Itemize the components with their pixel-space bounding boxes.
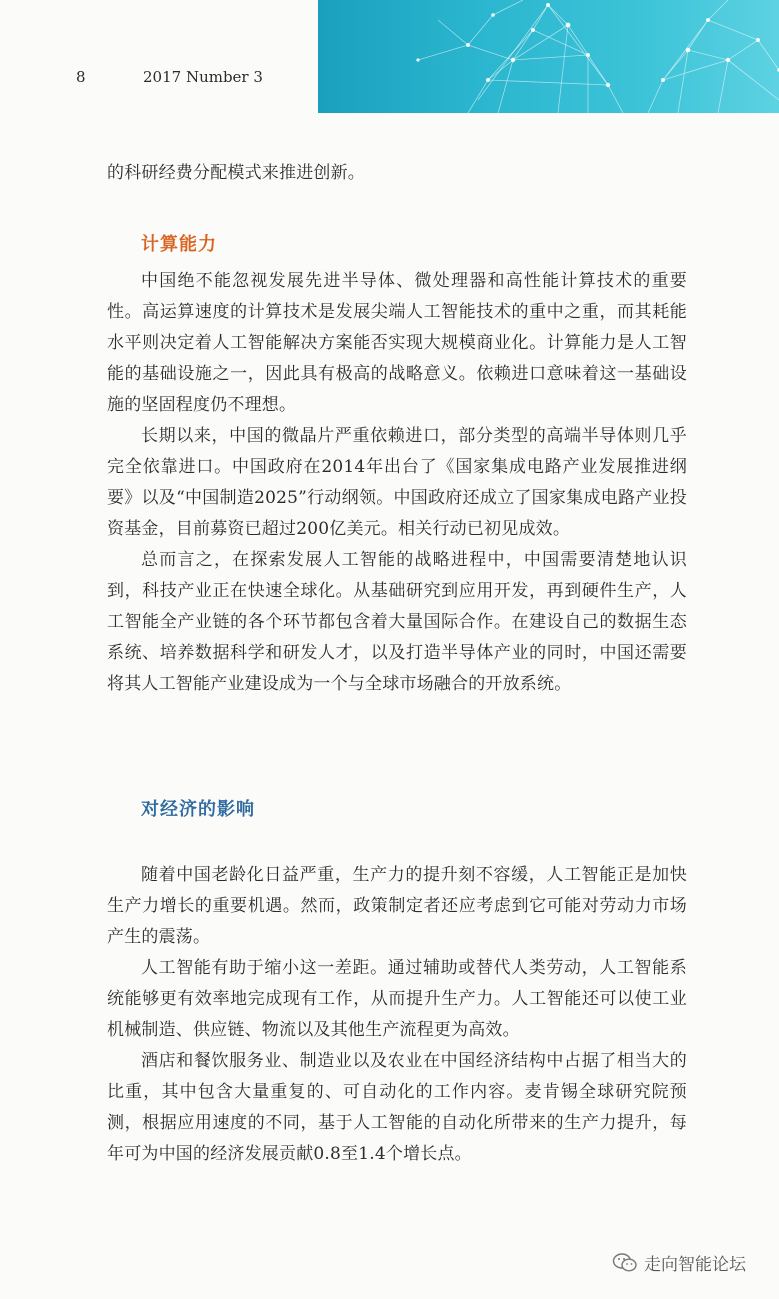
issue-label: 2017 Number 3 — [143, 68, 263, 86]
paragraph: 人工智能有助于缩小这一差距。通过辅助或替代人类劳动，人工智能系统能够更有效率地完成现有工作，从而提升生产力。人工智能还可以使工业机械制造、供应链、物流以及其他生产流程更为高效。 — [107, 958, 687, 1040]
section-body-computing — [107, 266, 687, 700]
section-body-economy — [107, 860, 687, 1170]
continued-paragraph — [107, 158, 687, 189]
paragraph: 酒店和餐饮服务业、制造业以及农业在中国经济结构中占据了相当大的比重，其中包含大量重复的、可自动化的工作内容。麦肯锡全球研究院预测，根据应用速度的不同，基于人工智能的自动化所带来的生产力提升，每年可为中国的经济发展贡献0.8至1.4个增长点。 — [107, 1051, 687, 1164]
section-heading-computing: 计算能力 — [141, 234, 217, 255]
page-number: 8 — [76, 68, 86, 86]
wechat-icon — [612, 1252, 638, 1274]
watermark-text: 走向智能论坛 — [644, 1255, 746, 1275]
paragraph: 总而言之，在探索发展人工智能的战略进程中，中国需要清楚地认识到，科技产业正在快速全球化。从基础研究到应用开发，再到硬件生产，人工智能全产业链的各个环节都包含着大量国际合作。在建设自己的数据生态系统、培养数据科学和研发人才，以及打造半导体产业的同时，中国还需要将其人工智能产业建设成为一个与全球市场融合的开放系统。 — [107, 550, 687, 694]
paragraph: 长期以来，中国的微晶片严重依赖进口，部分类型的高端半导体则几乎完全依靠进口。中国政府在2014年出台了《国家集成电路产业发展推进纲要》以及“中国制造2025”行动纲领。中国政府还成立了国家集成电路产业投资基金，目前募资已超过200亿美元。相关行动已初见成效。 — [107, 426, 687, 539]
section-heading-economy: 对经济的影响 — [141, 799, 255, 820]
wechat-watermark — [612, 1250, 746, 1275]
paragraph: 随着中国老龄化日益严重，生产力的提升刻不容缓，人工智能正是加快生产力增长的重要机遇。然而，政策制定者还应考虑到它可能对劳动力市场产生的震荡。 — [107, 865, 687, 947]
paragraph: 的科研经费分配模式来推进创新。 — [107, 163, 365, 183]
paragraph: 中国绝不能忽视发展先进半导体、微处理器和高性能计算技术的重要性。高运算速度的计算技术是发展尖端人工智能技术的重中之重，而其耗能水平则决定着人工智能解决方案能否实现大规模商业化。计算能力是人工智能的基础设施之一，因此具有极高的战略意义。依赖进口意味着这一基础设施的坚固程度仍不理想。 — [107, 271, 687, 415]
network-banner-image — [318, 0, 779, 113]
